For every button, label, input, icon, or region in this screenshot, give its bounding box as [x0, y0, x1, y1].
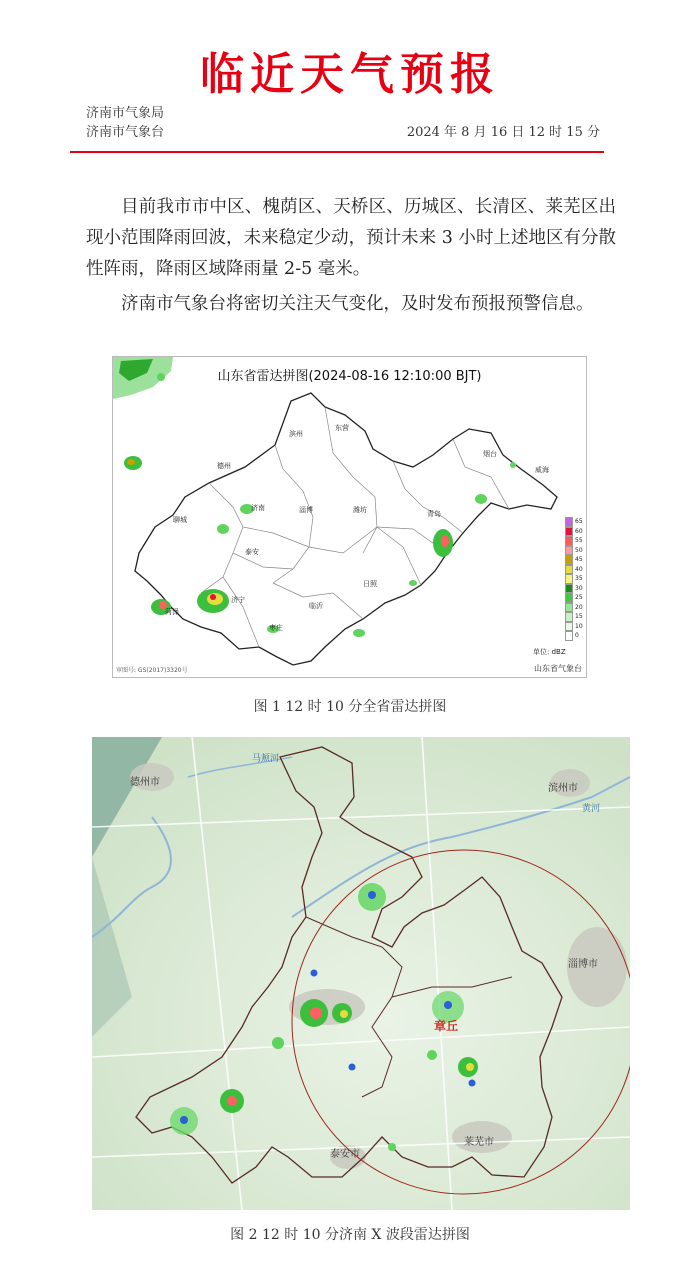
legend-value: 25 [575, 594, 583, 602]
header-divider [70, 151, 604, 153]
map-label: 泰安市 [330, 1149, 360, 1160]
legend-swatch [565, 584, 573, 594]
legend-swatch [565, 546, 573, 556]
city-label: 潍坊 [353, 506, 367, 514]
legend-step [565, 565, 585, 575]
radar-map-title: 山东省雷达拼图(2024-08-16 12:10:00 BJT) [217, 369, 482, 384]
figure1-caption: 图 1 12 时 10 分全省雷达拼图 [253, 699, 447, 715]
legend-value: 50 [575, 546, 583, 554]
legend-swatch [565, 555, 573, 565]
map-label: 淄博市 [568, 959, 598, 970]
map-source: 山东省气象台 [534, 664, 582, 673]
legend-value: 45 [575, 556, 583, 564]
legend-step [565, 555, 585, 565]
city-label: 菏泽 [165, 608, 179, 616]
city-label: 济南 [251, 504, 265, 512]
legend-step [565, 631, 585, 641]
legend-swatch [565, 603, 573, 613]
legend-step [565, 603, 585, 613]
city-label: 威海 [535, 466, 549, 474]
figure2-caption: 图 2 12 时 10 分济南 X 波段雷达拼图 [230, 1227, 470, 1243]
document-title: 临近天气预报 [200, 49, 500, 100]
map-label: 莱芜市 [464, 1137, 494, 1148]
city-label: 临沂 [309, 602, 323, 610]
legend-swatch [565, 527, 573, 537]
legend-value: 15 [575, 613, 583, 621]
city-label: 淄博 [299, 506, 313, 514]
legend-step [565, 612, 585, 622]
forecast-paragraph: 目前我市市中区、槐荫区、天桥区、历城区、长清区、莱芜区出现小范围降雨回波，未来稳定少动，预计未来 3 小时上述地区有分散性阵雨，降雨区域降雨量 2-5 毫米。 [86, 197, 616, 279]
legend-step [565, 584, 585, 594]
legend-unit: 单位: dBZ [533, 648, 566, 656]
city-label: 东营 [335, 424, 349, 432]
legend-step [565, 622, 585, 632]
legend-value: 55 [575, 537, 583, 545]
legend-swatch [565, 536, 573, 546]
legend-swatch [565, 565, 573, 575]
legend-value: 60 [575, 527, 583, 535]
province-outline [135, 393, 557, 665]
legend-value: 10 [575, 622, 583, 630]
legend-swatch [565, 622, 573, 632]
review-number: 审图号: GS(2017)3320号 [116, 667, 188, 674]
legend-value: 40 [575, 565, 583, 573]
city-label: 泰安 [245, 548, 259, 556]
legend-swatch [565, 574, 573, 584]
map-label: 马颊河 [252, 754, 280, 764]
city-label: 青岛 [427, 510, 441, 518]
legend-step [565, 593, 585, 603]
legend-value: 30 [575, 584, 583, 592]
dbz-legend [565, 517, 585, 641]
city-label: 日照 [363, 580, 377, 588]
legend-swatch [565, 517, 573, 527]
issuer-observatory: 济南市气象台 [86, 125, 165, 140]
legend-step [565, 574, 585, 584]
map-label: 滨州市 [548, 783, 578, 794]
city-label: 滨州 [289, 430, 303, 438]
map-label: 章丘 [434, 1019, 459, 1033]
city-label: 德州 [217, 462, 231, 470]
jinan-radar-svg [92, 737, 630, 1210]
legend-swatch [565, 631, 573, 641]
legend-step [565, 527, 585, 537]
legend-value: 20 [575, 603, 583, 611]
closing-paragraph: 济南市气象台将密切关注天气变化，及时发布预报预警信息。 [121, 294, 594, 314]
legend-step [565, 546, 585, 556]
city-label: 烟台 [483, 450, 497, 458]
map-label: 黄河 [582, 804, 601, 814]
legend-step [565, 536, 585, 546]
issuer-bureau: 济南市气象局 [86, 106, 165, 121]
figure2-jinan-radar-map [92, 737, 630, 1210]
legend-swatch [565, 593, 573, 603]
legend-value: 35 [575, 575, 583, 583]
legend-value: 0 [575, 632, 579, 640]
city-label: 济宁 [231, 596, 245, 604]
map-label: 德州市 [130, 777, 160, 788]
legend-swatch [565, 612, 573, 622]
city-label: 聊城 [173, 516, 187, 524]
issue-datetime: 2024 年 8 月 16 日 12 时 15 分 [406, 125, 600, 140]
legend-value: 65 [575, 518, 583, 526]
legend-step [565, 517, 585, 527]
figure1-radar-map [112, 356, 587, 678]
city-label: 枣庄 [269, 624, 283, 632]
